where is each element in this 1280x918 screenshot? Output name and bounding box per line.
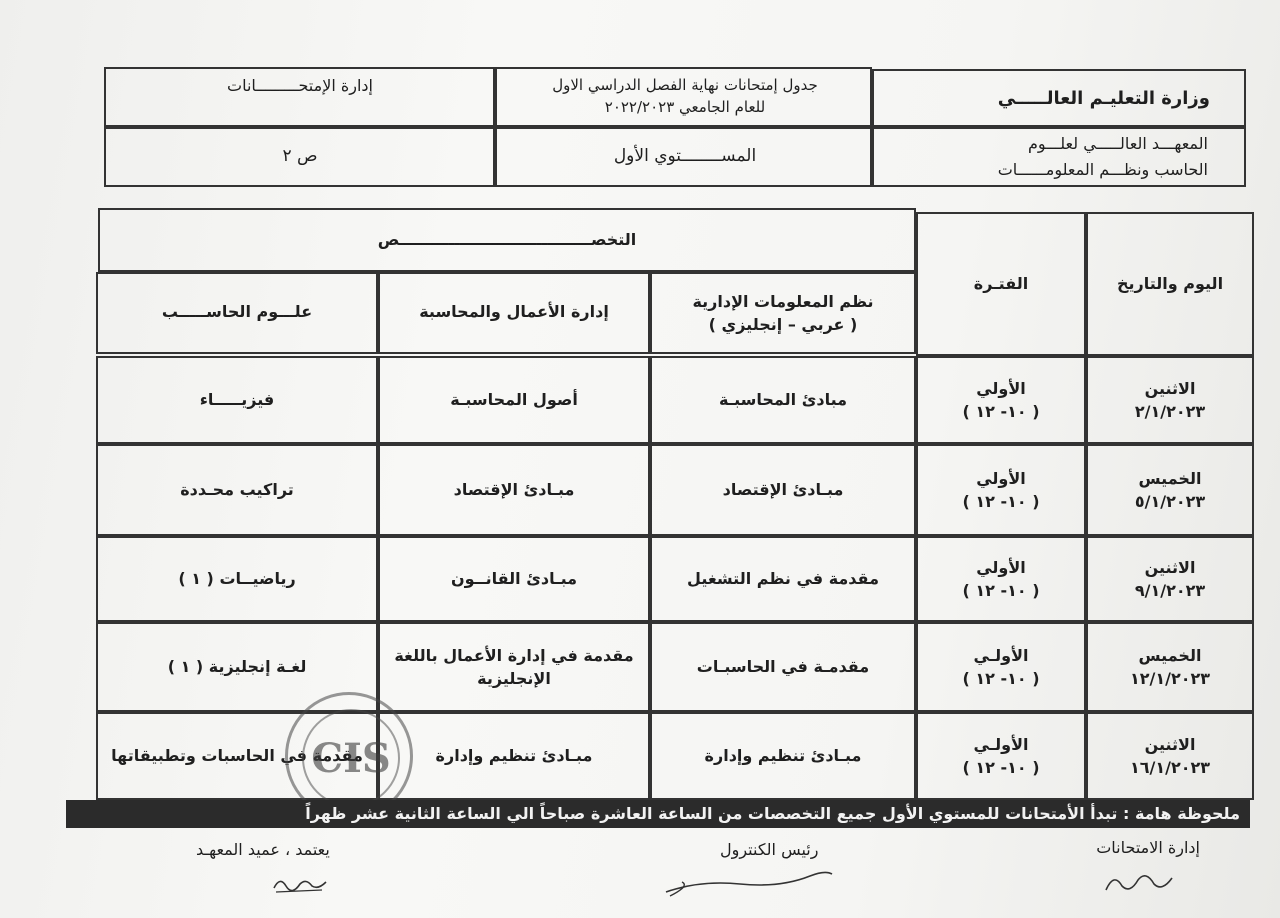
row4-mis: مقدمـة في الحاسبـات bbox=[650, 622, 916, 712]
spec-mis-line1: نظم المعلومات الإدارية bbox=[692, 291, 874, 311]
row2-business: مبـادئ الإقتصاد bbox=[378, 444, 650, 536]
row5-day bbox=[1086, 712, 1254, 800]
sig-control-head: رئيس الكنترول bbox=[720, 840, 819, 859]
row2-mis: مبـادئ الإقتصاد bbox=[650, 444, 916, 536]
schedule-table bbox=[96, 208, 1254, 800]
level-text: المســــــــتوي الأول bbox=[613, 146, 757, 166]
row5-time: ( ١٠- ١٢ ) bbox=[962, 758, 1040, 777]
row5-day-name: الاثنين bbox=[1144, 734, 1196, 754]
row3-business: مبـادئ القانــون bbox=[378, 536, 650, 622]
spec-business: إدارة الأعمال والمحاسبة bbox=[378, 272, 650, 354]
row4-period-name: الأولـي bbox=[973, 645, 1029, 665]
row3-period bbox=[916, 536, 1086, 622]
row1-time: ( ١٠- ١٢ ) bbox=[962, 402, 1040, 421]
spec-cs: علـــوم الحاســـــب bbox=[96, 272, 378, 354]
row3-period-name: الأولي bbox=[976, 557, 1026, 577]
row4-date: ١٢/١/٢٠٢٣ bbox=[1129, 669, 1211, 688]
row4-period bbox=[916, 622, 1086, 712]
row1-period-name: الأولي bbox=[976, 378, 1026, 398]
row3-mis: مقدمة في نظم التشغيل bbox=[650, 536, 916, 622]
exam-admin-text: إدارة الإمتحـــــــــانات bbox=[227, 76, 373, 95]
stamp-logo: CIS bbox=[302, 709, 400, 807]
exam-table-title-line2: للعام الجامعي ٢٠٢٢/٢٠٢٣ bbox=[604, 98, 766, 116]
row3-day-name: الاثنين bbox=[1144, 557, 1196, 577]
row3-time: ( ١٠- ١٢ ) bbox=[962, 581, 1040, 600]
row2-day bbox=[1086, 444, 1254, 536]
row2-day-name: الخميس bbox=[1138, 468, 1202, 488]
row2-date: ٥/١/٢٠٢٣ bbox=[1134, 492, 1206, 511]
row2-time: ( ١٠- ١٢ ) bbox=[962, 492, 1040, 511]
institute-line1: المعهـــد العالـــــي لعلـــوم bbox=[1028, 134, 1208, 153]
row1-mis: مبادئ المحاسبـة bbox=[650, 356, 916, 444]
row5-mis: مبـادئ تنظيم وإدارة bbox=[650, 712, 916, 800]
col-header-period: الفتـرة bbox=[916, 212, 1086, 356]
row3-day bbox=[1086, 536, 1254, 622]
row3-date: ٩/١/٢٠٢٣ bbox=[1134, 581, 1206, 600]
row2-period-name: الأولي bbox=[976, 468, 1026, 488]
signature-admin-scribble bbox=[1100, 864, 1180, 900]
row1-day bbox=[1086, 356, 1254, 444]
row4-business: مقدمة في إدارة الأعمال باللغة الإنجليزية bbox=[378, 622, 650, 712]
row2-cs: تراكيب محـددة bbox=[96, 444, 378, 536]
institute-line2: الحاسب ونظـــم المعلومــــــات bbox=[997, 160, 1208, 179]
row4-cs: لغـة إنجليزية ( ١ ) bbox=[96, 622, 378, 712]
row1-date: ٢/١/٢٠٢٣ bbox=[1134, 402, 1206, 421]
page-number: ص ٢ bbox=[282, 146, 318, 166]
row1-business: أصول المحاسبـة bbox=[378, 356, 650, 444]
row1-day-name: الاثنين bbox=[1144, 378, 1196, 398]
row3-cs: رياضيــات ( ١ ) bbox=[96, 536, 378, 622]
row1-period bbox=[916, 356, 1086, 444]
row5-cs: مقدمة في الحاسبات وتطبيقاتها bbox=[96, 712, 378, 800]
row4-day-name: الخميس bbox=[1138, 645, 1202, 665]
spec-mis bbox=[650, 272, 916, 354]
col-header-specialization: التخصـــــــــــــــــــــــــــــــــــص bbox=[98, 208, 916, 272]
important-note: ملحوظة هامة : تبدأ الأمتحانات للمستوي الأول جميع التخصصات من الساعة العاشرة صباحاً الي الساعة الثانية عشر ظهراً bbox=[66, 800, 1250, 828]
sig-approval: يعتمد ، عميد المعهـد bbox=[196, 840, 330, 859]
signature-dean-scribble bbox=[270, 870, 330, 896]
ministry-text: وزارة التعليـم العالـــــي bbox=[997, 88, 1210, 109]
row2-period bbox=[916, 444, 1086, 536]
row5-period bbox=[916, 712, 1086, 800]
row4-time: ( ١٠- ١٢ ) bbox=[962, 669, 1040, 688]
spec-mis-line2: ( عربي – إنجليزي ) bbox=[708, 315, 858, 334]
row5-date: ١٦/١/٢٠٢٣ bbox=[1129, 758, 1211, 777]
row5-business: مبـادئ تنظيم وإدارة bbox=[378, 712, 650, 800]
col-header-day: اليوم والتاريخ bbox=[1086, 212, 1254, 356]
row1-cs: فيزيـــــاء bbox=[96, 356, 378, 444]
exam-table-title-line1: جدول إمتحانات نهاية الفصل الدراسي الاول bbox=[552, 76, 818, 94]
row4-day bbox=[1086, 622, 1254, 712]
sig-exam-admin: إدارة الامتحانات bbox=[1096, 838, 1200, 857]
signature-control-scribble bbox=[660, 862, 840, 902]
row5-period-name: الأولـي bbox=[973, 734, 1029, 754]
